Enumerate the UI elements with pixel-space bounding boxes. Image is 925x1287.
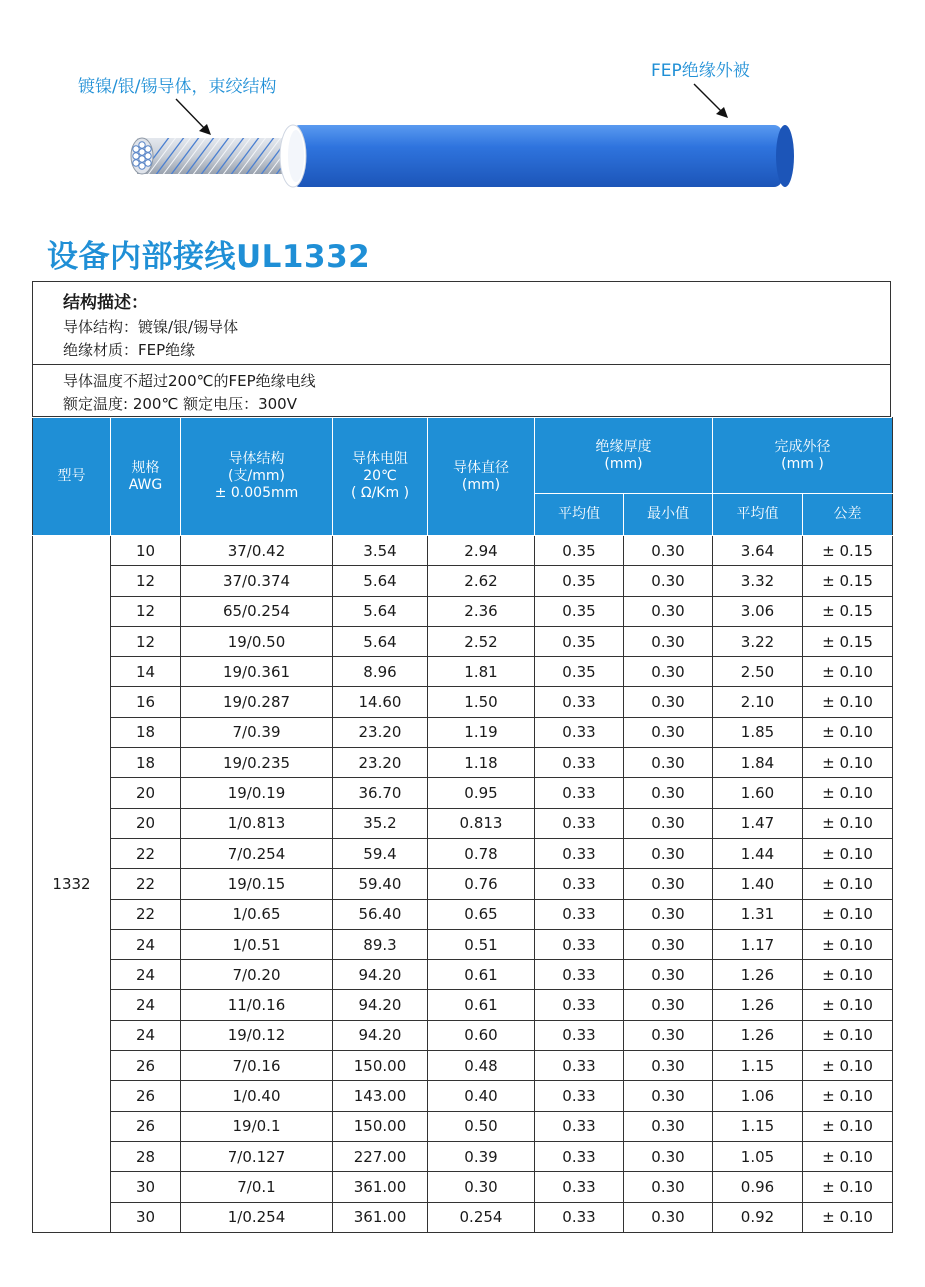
header-conductor-structure: 导体结构 (支/mm) ± 0.005mm — [181, 418, 333, 536]
header-resistance: 导体电阻 20℃ ( Ω/Km ) — [333, 418, 428, 536]
cell-insulation-avg: 0.35 — [535, 626, 624, 656]
cell-od-tolerance: ± 0.10 — [803, 960, 893, 990]
cell-conductor-diameter: 1.50 — [428, 687, 535, 717]
table-row — [33, 1020, 893, 1050]
temperature-note-text: 导体温度不超过200℃的FEP绝缘电线 — [63, 372, 316, 390]
cell-resistance: 94.20 — [333, 990, 428, 1020]
cell-od-avg: 1.31 — [713, 899, 803, 929]
cell-insulation-min: 0.30 — [624, 596, 713, 626]
cell-od-avg: 1.84 — [713, 748, 803, 778]
structure-section — [33, 282, 890, 365]
cell-insulation-avg: 0.33 — [535, 717, 624, 747]
cell-insulation-min: 0.30 — [624, 1172, 713, 1202]
cell-resistance: 227.00 — [333, 1141, 428, 1171]
header-outer-diameter: 完成外径 (mm ) — [713, 418, 893, 494]
cell-od-tolerance: ± 0.10 — [803, 990, 893, 1020]
cell-awg: 24 — [111, 990, 181, 1020]
cell-conductor-diameter: 0.61 — [428, 960, 535, 990]
cell-od-tolerance: ± 0.10 — [803, 717, 893, 747]
cell-od-tolerance: ± 0.10 — [803, 1051, 893, 1081]
cell-od-avg: 1.26 — [713, 990, 803, 1020]
table-row — [33, 717, 893, 747]
header-insulation-avg: 平均值 — [535, 494, 624, 536]
cell-conductor-structure: 19/0.1 — [181, 1111, 333, 1141]
cell-insulation-min: 0.30 — [624, 626, 713, 656]
cell-resistance: 150.00 — [333, 1111, 428, 1141]
cell-conductor-diameter: 2.36 — [428, 596, 535, 626]
cell-od-tolerance: ± 0.10 — [803, 1081, 893, 1111]
cell-awg: 28 — [111, 1141, 181, 1171]
cell-conductor-structure: 19/0.361 — [181, 657, 333, 687]
cell-conductor-diameter: 0.48 — [428, 1051, 535, 1081]
cell-awg: 12 — [111, 566, 181, 596]
cell-resistance: 94.20 — [333, 960, 428, 990]
cell-insulation-min: 0.30 — [624, 1081, 713, 1111]
cell-od-avg: 1.15 — [713, 1051, 803, 1081]
cell-conductor-diameter: 0.95 — [428, 778, 535, 808]
cell-od-tolerance: ± 0.10 — [803, 1202, 893, 1232]
table-row — [33, 1051, 893, 1081]
cell-od-avg: 1.15 — [713, 1111, 803, 1141]
cell-conductor-diameter: 2.94 — [428, 536, 535, 566]
cell-od-tolerance: ± 0.10 — [803, 1172, 893, 1202]
cell-insulation-avg: 0.33 — [535, 960, 624, 990]
conductor-strands — [131, 136, 305, 176]
cell-awg: 20 — [111, 808, 181, 838]
cell-od-avg: 3.32 — [713, 566, 803, 596]
cell-od-tolerance: ± 0.15 — [803, 536, 893, 566]
cell-conductor-structure: 37/0.374 — [181, 566, 333, 596]
cell-conductor-structure: 7/0.1 — [181, 1172, 333, 1202]
cell-conductor-structure: 1/0.813 — [181, 808, 333, 838]
table-row — [33, 929, 893, 959]
cell-insulation-avg: 0.35 — [535, 566, 624, 596]
cell-insulation-min: 0.30 — [624, 657, 713, 687]
cell-insulation-min: 0.30 — [624, 566, 713, 596]
cell-conductor-structure: 19/0.15 — [181, 869, 333, 899]
cell-resistance: 35.2 — [333, 808, 428, 838]
cell-conductor-structure: 1/0.40 — [181, 1081, 333, 1111]
cell-od-avg: 1.26 — [713, 1020, 803, 1050]
header-model: 型号 — [33, 418, 111, 536]
cell-awg: 12 — [111, 626, 181, 656]
header-od-avg: 平均值 — [713, 494, 803, 536]
cell-insulation-avg: 0.33 — [535, 1111, 624, 1141]
cell-od-avg: 2.10 — [713, 687, 803, 717]
wire-illustration — [0, 0, 925, 220]
cell-insulation-avg: 0.35 — [535, 657, 624, 687]
cell-conductor-structure: 19/0.50 — [181, 626, 333, 656]
cell-insulation-avg: 0.33 — [535, 748, 624, 778]
cell-resistance: 3.54 — [333, 536, 428, 566]
cell-insulation-avg: 0.33 — [535, 869, 624, 899]
cell-conductor-diameter: 1.19 — [428, 717, 535, 747]
table-row — [33, 626, 893, 656]
cell-resistance: 14.60 — [333, 687, 428, 717]
cell-resistance: 89.3 — [333, 929, 428, 959]
cell-resistance: 23.20 — [333, 717, 428, 747]
cell-conductor-structure: 19/0.287 — [181, 687, 333, 717]
table-row — [33, 657, 893, 687]
cell-awg: 26 — [111, 1111, 181, 1141]
table-row — [33, 1202, 893, 1232]
table-row — [33, 869, 893, 899]
cell-od-tolerance: ± 0.10 — [803, 1111, 893, 1141]
cell-insulation-min: 0.30 — [624, 929, 713, 959]
cell-conductor-diameter: 0.61 — [428, 990, 535, 1020]
table-row — [33, 1141, 893, 1171]
page-title: 设备内部接线UL1332 — [47, 239, 371, 275]
cell-resistance: 8.96 — [333, 657, 428, 687]
table-row — [33, 960, 893, 990]
cell-conductor-diameter: 2.62 — [428, 566, 535, 596]
cell-awg: 26 — [111, 1081, 181, 1111]
cell-resistance: 5.64 — [333, 596, 428, 626]
cell-conductor-structure: 7/0.254 — [181, 838, 333, 868]
cell-insulation-avg: 0.33 — [535, 838, 624, 868]
table-row — [33, 899, 893, 929]
cell-conductor-structure: 7/0.39 — [181, 717, 333, 747]
rating-text: 额定温度: 200℃ 额定电压：300V — [63, 395, 297, 413]
cell-resistance: 5.64 — [333, 626, 428, 656]
table-row — [33, 808, 893, 838]
cell-insulation-min: 0.30 — [624, 990, 713, 1020]
cell-awg: 24 — [111, 1020, 181, 1050]
cell-resistance: 59.4 — [333, 838, 428, 868]
cell-insulation-min: 0.30 — [624, 960, 713, 990]
cell-conductor-structure: 7/0.16 — [181, 1051, 333, 1081]
cell-od-avg: 0.92 — [713, 1202, 803, 1232]
description-box — [32, 281, 891, 417]
cell-awg: 12 — [111, 596, 181, 626]
cell-od-avg: 1.05 — [713, 1141, 803, 1171]
cell-resistance: 36.70 — [333, 778, 428, 808]
cell-awg: 24 — [111, 929, 181, 959]
cell-resistance: 361.00 — [333, 1172, 428, 1202]
cell-od-tolerance: ± 0.10 — [803, 929, 893, 959]
cell-conductor-structure: 1/0.254 — [181, 1202, 333, 1232]
cell-awg: 30 — [111, 1202, 181, 1232]
cell-conductor-structure: 7/0.20 — [181, 960, 333, 990]
jacket-arrow — [694, 84, 728, 118]
cell-awg: 24 — [111, 960, 181, 990]
cell-insulation-avg: 0.33 — [535, 808, 624, 838]
cell-od-tolerance: ± 0.10 — [803, 838, 893, 868]
cell-insulation-min: 0.30 — [624, 808, 713, 838]
conductor-arrow — [176, 99, 211, 135]
cell-insulation-min: 0.30 — [624, 899, 713, 929]
cell-od-avg: 1.47 — [713, 808, 803, 838]
cell-od-tolerance: ± 0.15 — [803, 566, 893, 596]
cell-insulation-avg: 0.33 — [535, 1172, 624, 1202]
cell-conductor-diameter: 0.78 — [428, 838, 535, 868]
cell-od-avg: 1.17 — [713, 929, 803, 959]
cell-awg: 20 — [111, 778, 181, 808]
table-row — [33, 838, 893, 868]
cell-resistance: 361.00 — [333, 1202, 428, 1232]
cell-awg: 26 — [111, 1051, 181, 1081]
spec-table-body — [33, 536, 893, 1233]
conductor-label: 镀镍/银/锡导体，束绞结构 — [78, 77, 277, 97]
cell-resistance: 94.20 — [333, 1020, 428, 1050]
cell-conductor-diameter: 1.18 — [428, 748, 535, 778]
table-row — [33, 1081, 893, 1111]
cell-conductor-diameter: 0.51 — [428, 929, 535, 959]
cell-conductor-diameter: 1.81 — [428, 657, 535, 687]
cell-resistance: 150.00 — [333, 1051, 428, 1081]
cell-resistance: 23.20 — [333, 748, 428, 778]
cell-od-tolerance: ± 0.10 — [803, 869, 893, 899]
cell-od-avg: 1.26 — [713, 960, 803, 990]
cell-conductor-structure: 1/0.51 — [181, 929, 333, 959]
cell-od-avg: 3.06 — [713, 596, 803, 626]
cell-resistance: 59.40 — [333, 869, 428, 899]
cell-od-avg: 3.64 — [713, 536, 803, 566]
table-row — [33, 596, 893, 626]
cell-resistance: 143.00 — [333, 1081, 428, 1111]
table-row — [33, 566, 893, 596]
cell-insulation-avg: 0.33 — [535, 687, 624, 717]
cell-insulation-avg: 0.35 — [535, 596, 624, 626]
cell-insulation-avg: 0.33 — [535, 1051, 624, 1081]
cell-conductor-structure: 65/0.254 — [181, 596, 333, 626]
model-cell: 1332 — [33, 536, 111, 1233]
cell-insulation-min: 0.30 — [624, 748, 713, 778]
cell-insulation-min: 0.30 — [624, 717, 713, 747]
header-od-tolerance: 公差 — [803, 494, 893, 536]
insulation-material-text: 绝缘材质：FEP绝缘 — [63, 341, 196, 359]
fep-jacket — [280, 125, 794, 187]
cell-awg: 22 — [111, 869, 181, 899]
cell-awg: 10 — [111, 536, 181, 566]
cell-insulation-avg: 0.33 — [535, 1141, 624, 1171]
cell-insulation-min: 0.30 — [624, 1020, 713, 1050]
cell-conductor-structure: 37/0.42 — [181, 536, 333, 566]
cell-od-tolerance: ± 0.15 — [803, 596, 893, 626]
cell-insulation-min: 0.30 — [624, 1141, 713, 1171]
header-insulation-min: 最小值 — [624, 494, 713, 536]
header-awg: 规格 AWG — [111, 418, 181, 536]
cell-insulation-avg: 0.33 — [535, 778, 624, 808]
cell-insulation-avg: 0.33 — [535, 990, 624, 1020]
cell-insulation-min: 0.30 — [624, 838, 713, 868]
cell-conductor-structure: 11/0.16 — [181, 990, 333, 1020]
cell-conductor-diameter: 0.65 — [428, 899, 535, 929]
cell-conductor-structure: 7/0.127 — [181, 1141, 333, 1171]
header-insulation-thickness: 绝缘厚度 (mm) — [535, 418, 713, 494]
table-row — [33, 1172, 893, 1202]
cell-conductor-structure: 19/0.19 — [181, 778, 333, 808]
wire-drawing — [0, 0, 925, 220]
cell-insulation-avg: 0.33 — [535, 929, 624, 959]
cell-od-tolerance: ± 0.10 — [803, 657, 893, 687]
table-row — [33, 1111, 893, 1141]
spec-table — [32, 417, 893, 1233]
cell-conductor-diameter: 0.813 — [428, 808, 535, 838]
cell-awg: 18 — [111, 748, 181, 778]
table-row — [33, 687, 893, 717]
cell-conductor-structure: 1/0.65 — [181, 899, 333, 929]
cell-conductor-diameter: 0.40 — [428, 1081, 535, 1111]
cell-conductor-diameter: 0.60 — [428, 1020, 535, 1050]
cell-conductor-structure: 19/0.235 — [181, 748, 333, 778]
cell-awg: 16 — [111, 687, 181, 717]
cell-od-tolerance: ± 0.10 — [803, 748, 893, 778]
cell-conductor-structure: 19/0.12 — [181, 1020, 333, 1050]
cell-awg: 18 — [111, 717, 181, 747]
cell-conductor-diameter: 0.39 — [428, 1141, 535, 1171]
cell-insulation-avg: 0.33 — [535, 899, 624, 929]
cell-insulation-min: 0.30 — [624, 1202, 713, 1232]
cell-od-avg: 2.50 — [713, 657, 803, 687]
cell-insulation-min: 0.30 — [624, 1051, 713, 1081]
cell-resistance: 56.40 — [333, 899, 428, 929]
jacket-label: FEP绝缘外被 — [651, 61, 750, 81]
cell-awg: 22 — [111, 838, 181, 868]
cell-insulation-avg: 0.33 — [535, 1202, 624, 1232]
cell-insulation-min: 0.30 — [624, 778, 713, 808]
table-row — [33, 748, 893, 778]
description-heading: 结构描述： — [63, 293, 148, 313]
cell-insulation-min: 0.30 — [624, 536, 713, 566]
cell-od-tolerance: ± 0.10 — [803, 808, 893, 838]
cell-insulation-avg: 0.35 — [535, 536, 624, 566]
cell-conductor-diameter: 0.30 — [428, 1172, 535, 1202]
cell-od-tolerance: ± 0.10 — [803, 1020, 893, 1050]
cell-od-avg: 1.40 — [713, 869, 803, 899]
cell-od-avg: 3.22 — [713, 626, 803, 656]
cell-conductor-diameter: 0.50 — [428, 1111, 535, 1141]
cell-awg: 30 — [111, 1172, 181, 1202]
cell-awg: 14 — [111, 657, 181, 687]
cell-conductor-diameter: 2.52 — [428, 626, 535, 656]
cell-od-avg: 1.44 — [713, 838, 803, 868]
cell-od-avg: 0.96 — [713, 1172, 803, 1202]
cell-od-avg: 1.85 — [713, 717, 803, 747]
cell-insulation-min: 0.30 — [624, 687, 713, 717]
cell-od-avg: 1.60 — [713, 778, 803, 808]
cell-od-tolerance: ± 0.10 — [803, 778, 893, 808]
cell-insulation-min: 0.30 — [624, 1111, 713, 1141]
table-row — [33, 990, 893, 1020]
cell-conductor-diameter: 0.254 — [428, 1202, 535, 1232]
cell-resistance: 5.64 — [333, 566, 428, 596]
cell-od-avg: 1.06 — [713, 1081, 803, 1111]
cell-insulation-avg: 0.33 — [535, 1081, 624, 1111]
cell-conductor-diameter: 0.76 — [428, 869, 535, 899]
cell-od-tolerance: ± 0.10 — [803, 687, 893, 717]
cell-od-tolerance: ± 0.10 — [803, 899, 893, 929]
cell-od-tolerance: ± 0.15 — [803, 626, 893, 656]
cell-awg: 22 — [111, 899, 181, 929]
table-row — [33, 536, 893, 566]
conductor-structure-text: 导体结构：镀镍/银/锡导体 — [63, 318, 239, 336]
cell-insulation-min: 0.30 — [624, 869, 713, 899]
header-conductor-diameter: 导体直径 (mm) — [428, 418, 535, 536]
cell-od-tolerance: ± 0.10 — [803, 1141, 893, 1171]
cell-insulation-avg: 0.33 — [535, 1020, 624, 1050]
table-row — [33, 778, 893, 808]
